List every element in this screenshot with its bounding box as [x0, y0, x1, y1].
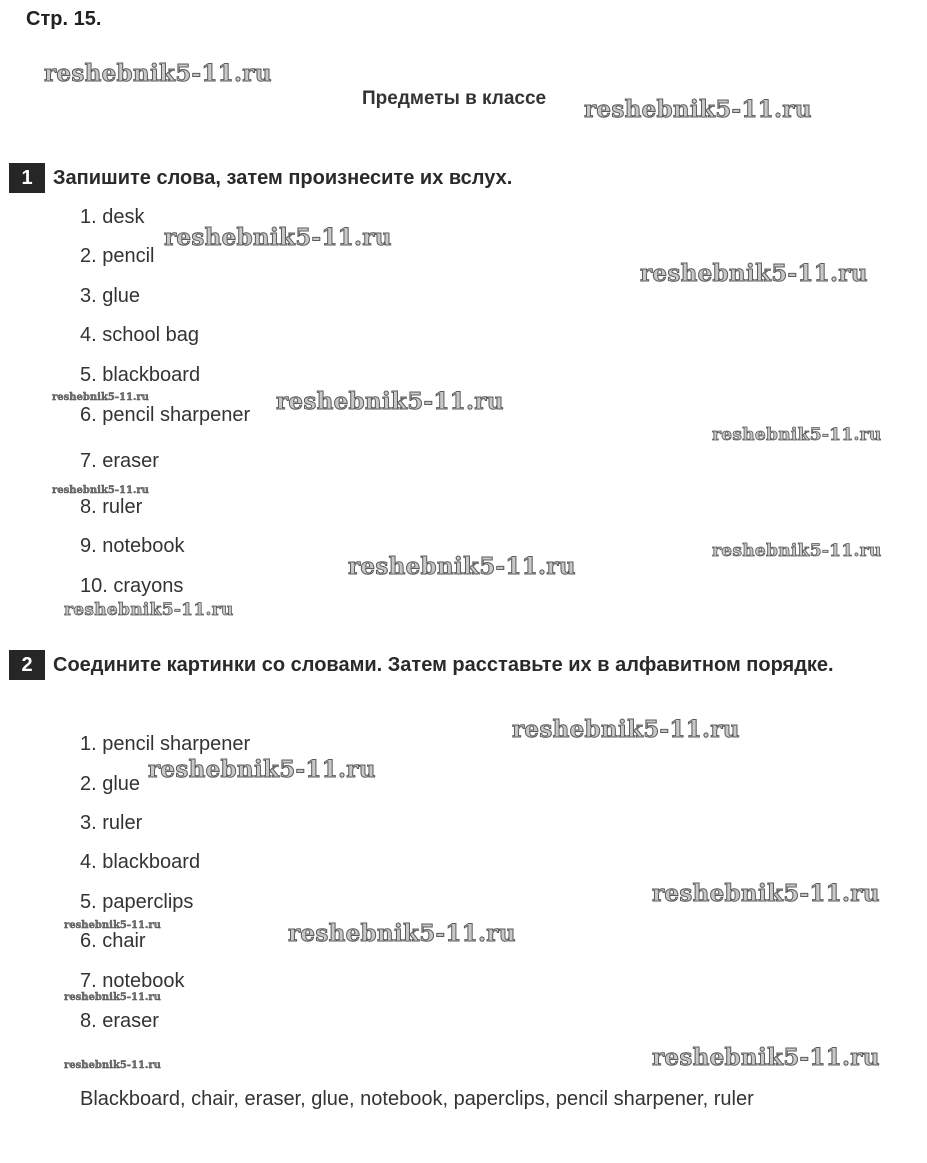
list-item: 9. notebook: [80, 535, 185, 557]
watermark: reshebnik5-11.ru: [288, 920, 516, 947]
watermark: reshebnik5-11.ru: [164, 224, 392, 251]
watermark: reshebnik5-11.ru: [64, 600, 234, 620]
list-item: 2. pencil: [80, 245, 155, 267]
watermark: reshebnik5-11.ru: [276, 388, 504, 415]
watermark: reshebnik5-11.ru: [512, 716, 740, 743]
list-item: 1. desk: [80, 206, 145, 228]
task-1-instruction: Запишите слова, затем произнесите их вслух.: [53, 167, 513, 189]
task-2-answer: Blackboard, chair, eraser, glue, notebook, paperclips, pencil sharpener, ruler: [80, 1088, 754, 1110]
task-1-header: [9, 163, 512, 198]
watermark: reshebnik5-11.ru: [584, 96, 812, 123]
list-item: 5. blackboard: [80, 364, 201, 386]
list-item: 8. eraser: [80, 1010, 159, 1032]
watermark: reshebnik5-11.ru: [44, 60, 272, 87]
section-title: Предметы в классе: [362, 88, 547, 109]
watermark: reshebnik5-11.ru: [712, 541, 882, 561]
watermark: reshebnik5-11.ru: [148, 756, 376, 783]
task-2-number: 2: [9, 650, 45, 680]
watermark: reshebnik5-11.ru: [348, 553, 576, 580]
list-item: 2. glue: [80, 773, 141, 795]
watermark: reshebnik5-11.ru: [64, 1060, 161, 1071]
task-1-number: 1: [9, 163, 45, 193]
watermark: reshebnik5-11.ru: [52, 392, 149, 403]
task-2-instruction: Соедините картинки со словами. Затем расставьте их в алфавитном порядке.: [53, 654, 834, 676]
list-item: 3. ruler: [80, 812, 143, 834]
watermark: reshebnik5-11.ru: [640, 260, 868, 287]
task-2-header: [9, 650, 918, 685]
list-item: 6. chair: [80, 930, 146, 952]
list-item: 7. notebook: [80, 970, 185, 992]
list-item: 8. ruler: [80, 496, 143, 518]
list-item: 1. pencil sharpener: [80, 733, 251, 755]
list-item: 10. crayons: [80, 575, 184, 597]
watermark: reshebnik5-11.ru: [712, 425, 882, 445]
list-item: 4. blackboard: [80, 851, 201, 873]
list-item: 5. paperclips: [80, 891, 194, 913]
list-item: 3. glue: [80, 285, 141, 307]
list-item: 4. school bag: [80, 324, 199, 346]
list-item: 7. eraser: [80, 450, 159, 472]
page-label: Стр. 15.: [26, 8, 102, 30]
watermark: reshebnik5-11.ru: [64, 920, 161, 931]
list-item: 6. pencil sharpener: [80, 404, 251, 426]
watermark: reshebnik5-11.ru: [64, 992, 161, 1003]
watermark: reshebnik5-11.ru: [652, 880, 880, 907]
watermark: reshebnik5-11.ru: [652, 1044, 880, 1071]
watermark: reshebnik5-11.ru: [52, 485, 149, 496]
